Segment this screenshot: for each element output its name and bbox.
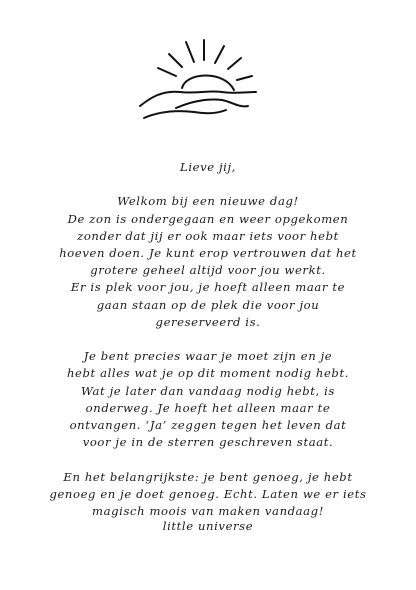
text-line: gaan staan op de plek die voor jou — [96, 297, 320, 312]
text-line: En het belangrijkste: je bent genoeg, je hebt — [63, 469, 353, 484]
text-line: voor je in de sterren geschreven staat. — [82, 435, 334, 450]
signature: little universe — [162, 519, 254, 533]
text-line: grotere geheel altijd voor jou werkt. — [90, 263, 326, 278]
text-line: zonder dat jij er ook maar iets voor hebt — [77, 228, 339, 243]
text-line: onderweg. Je hoeft het alleen maar te — [85, 400, 331, 415]
text-line: Wat je later dan vandaag nodig hebt, is — [81, 383, 335, 398]
text-line: hebt alles wat je op dit moment nodig hebt. — [66, 366, 350, 381]
letter-body — [0, 159, 416, 520]
text-line: Je bent precies waar je moet zijn en je — [83, 349, 333, 364]
text-line: hoeven doen. Je kunt erop vertrouwen dat het — [59, 246, 357, 260]
text-line: magisch moois van maken vandaag! — [92, 504, 324, 519]
text-line: genoeg en je doet genoeg. Echt. Laten we er iets — [49, 486, 367, 501]
text-line: De zon is ondergegaan en weer opgekomen — [67, 211, 349, 226]
text-line: Er is plek voor jou, je hoeft alleen maar te — [70, 280, 346, 295]
greeting: Lieve jij, — [180, 160, 236, 174]
text-line: Welkom bij een nieuwe dag! — [117, 194, 299, 209]
sun-rising-over-hills-icon — [136, 36, 272, 120]
text-line: ontvangen. ‘Ja’ zeggen tegen het leven dat — [69, 418, 347, 433]
text-line: gereserveerd is. — [155, 314, 261, 329]
